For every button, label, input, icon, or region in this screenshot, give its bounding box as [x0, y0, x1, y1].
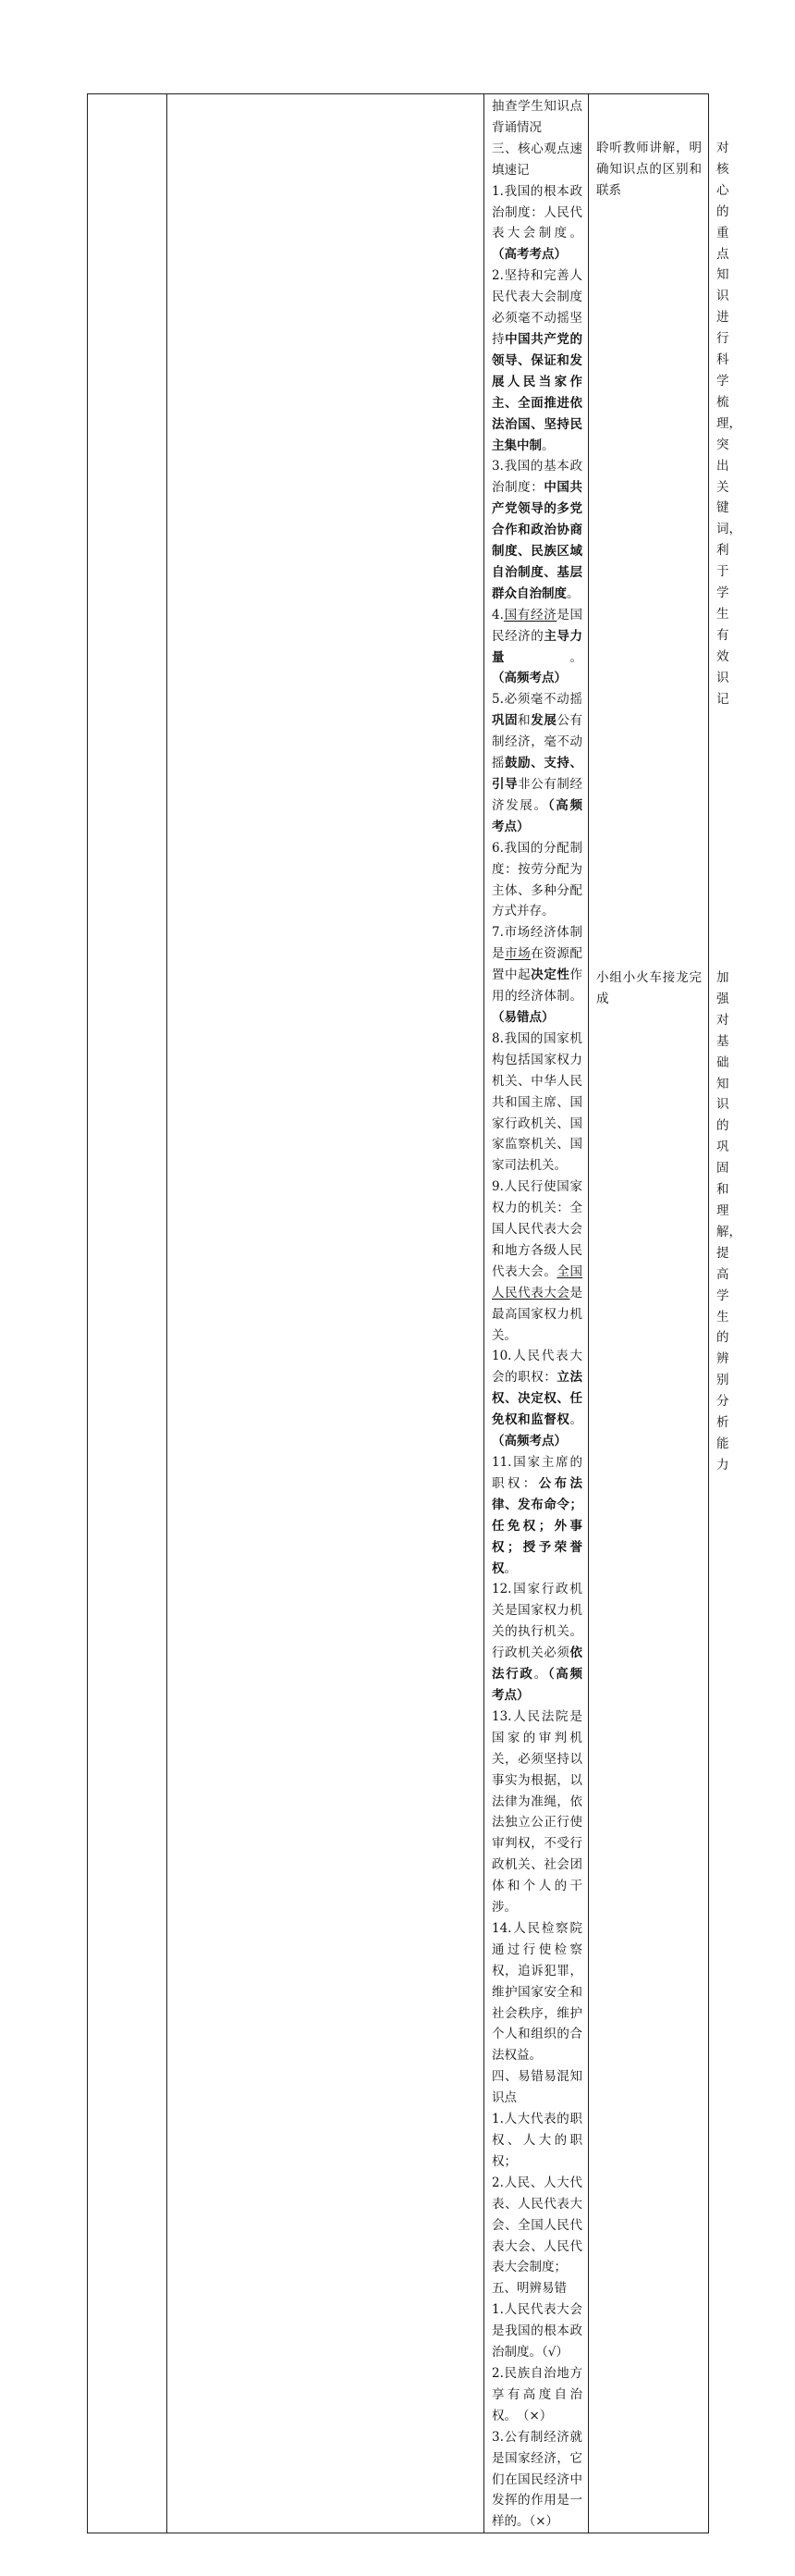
point-14: 14.人民检察院通过行使检察权，追诉犯罪，维护国家安全和社会秩序，维护个人和组织的合法权益。 [492, 1920, 582, 2064]
point-2: 2.坚持和完善人民代表大会制度必须毫不动摇坚持中国共产党的领导、保证和发展人民当家作主、全面推进依法治国、坚持民主集中制。 [492, 268, 583, 453]
section-heading-4: 四、易错易混知识点 [492, 2069, 582, 2106]
lesson-plan-table [87, 93, 741, 2533]
judgement-2: 2.民族自治地方享有高度自治权。 （×） [492, 2365, 582, 2423]
point-6: 6.我国的分配制度：按劳分配为主体、多种分配方式并存。 [492, 840, 582, 919]
blank-cell-1 [88, 94, 167, 2533]
point-13: 13.人民法院是国家的审判机关，必须坚持以事实为根据，以法律为准绳，依法独立公正行使审判权，不受行政机关、社会团体和个人的干涉。 [492, 1708, 582, 1916]
point-9: 9.人民行使国家权力的机关：全国人民代表大会和地方各级人民代表大会。全国人民代表大会是最高国家权力机关。 [492, 1179, 583, 1343]
blank-cell-2 [167, 94, 484, 2533]
student-activity-bottom: 小组小火车接龙完成 [596, 970, 702, 1006]
point-7: 7.市场经济体制是市场在资源配置中起决定性作用的经济体制。（易错点） [492, 925, 583, 1025]
point-10: 10.人民代表大会的职权：立法权、决定权、任免权和监督权。（高频考点） [492, 1349, 583, 1449]
teaching-content [484, 94, 588, 2533]
student-activity-cell [589, 94, 709, 2533]
judgement-1: 1.人民代表大会是我国的根本政治制度。（√） [492, 2302, 582, 2360]
point-8: 8.我国的国家机构包括国家权力机关、中华人民共和国主席、国家行政机关、国家监察机关、国家司法机关。 [492, 1030, 582, 1174]
confusing-point-2: 2.人民、人大代表、人民代表大会、全国人民代表大会、人民代表大会制度； [492, 2175, 582, 2275]
point-1: 1.我国的根本政治制度：人民代表大会制度。（高考考点） [492, 183, 582, 263]
section-heading-5: 五、明辨易错 [492, 2281, 567, 2297]
point-12: 12.国家行政机关是国家权力机关的执行机关。行政机关必须依法行政。（高频考点） [492, 1582, 583, 1703]
point-4: 4.国有经济是国民经济的主导力量。（高频考点） [492, 607, 583, 686]
student-activity-top: 聆听教师讲解，明确知识点的区别和联系 [596, 141, 702, 198]
point-5: 5.必须毫不动摇巩固和发展公有制经济，毫不动摇鼓励、支持、引导非公有制经济发展。（高频考点） [492, 692, 583, 834]
judgement-3: 3.公有制经济就是国家经济，它们在国民经济中发挥的作用是一样的。（×） [492, 2429, 582, 2530]
section-heading-3: 三、核心观点速填速记 [492, 141, 582, 178]
design-intent-top: 对核心的重点知识进行科学梳理，突出关键词，利于学生有效识记 [716, 141, 741, 707]
point-11: 11.国家主席的职权：公布法律、发布命令；任免权；外事权；授予荣誉权。 [492, 1455, 583, 1576]
intro-line: 抽查学生知识点背诵情况 [492, 99, 582, 135]
teaching-content-cell [484, 94, 589, 2533]
confusing-point-1: 1.人大代表的职权、人大的职权； [492, 2112, 582, 2169]
design-intent-bottom: 加强对基础知识的巩固和理解，提高学生的辨别分析能力 [716, 970, 741, 1473]
point-3: 3.我国的基本政治制度：中国共产党领导的多党合作和政治协商制度、民族区域自治制度、基层群众自治制度。 [492, 459, 583, 601]
